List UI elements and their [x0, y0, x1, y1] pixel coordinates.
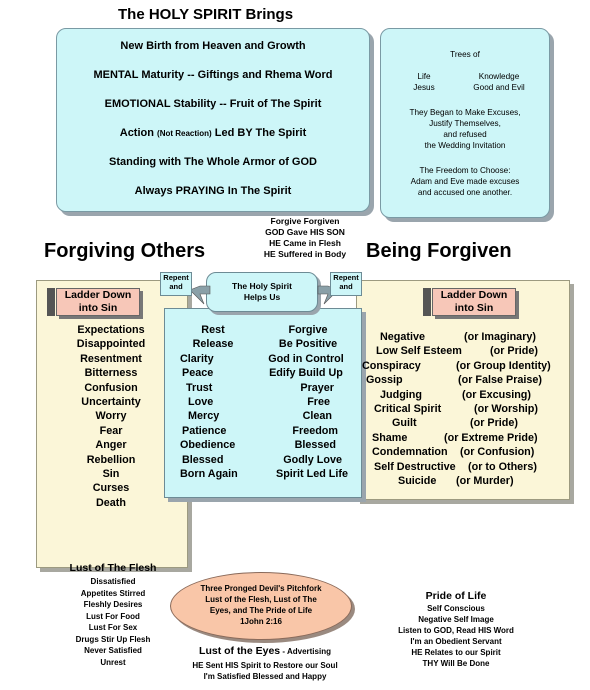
trees-excuses: They Began to Make Excuses, [409, 108, 521, 117]
sin-right-item: Critical Spirit [374, 403, 442, 415]
helps-left-item: Rest [201, 324, 225, 336]
sin-right-item: Shame [372, 431, 408, 444]
sin-right-item: Low Self Esteem [376, 345, 462, 358]
trees-title: Trees of [450, 50, 480, 59]
pitchfork-line: Eyes, and The Pride of Life [209, 606, 313, 615]
helps-right-item: Spirit Led Life [276, 468, 348, 480]
lust-eyes-title: Lust of the Eyes [199, 645, 281, 657]
sin-item: Sin [102, 468, 120, 480]
pitchfork-line: Lust of the Flesh, Lust of The [205, 595, 317, 604]
trees-life: Life [417, 72, 431, 81]
arrows-graphic [180, 272, 410, 312]
repent-text: Repent [163, 273, 189, 282]
helps-left-item: Peace [182, 367, 214, 380]
sin-item: Fear [99, 424, 123, 437]
sin-item: Uncertainty [81, 396, 141, 408]
pride-of-life [376, 590, 536, 680]
pride-life-item: Self Conscious [427, 604, 485, 613]
sin-right-item: Self Destructive [374, 460, 456, 473]
ladder-text: Ladder Down [64, 289, 132, 301]
sin-right-item: Suicide [398, 475, 437, 487]
sin-right-item: Guilt [392, 417, 417, 430]
helps-right-item: Forgive [288, 324, 328, 336]
lust-flesh-item: Drugs Stir Up Flesh [75, 634, 151, 644]
helps-left-item: Born Again [180, 468, 238, 480]
helps-left-item: Mercy [188, 410, 220, 423]
page-title: The HOLY SPIRIT Brings [118, 6, 294, 23]
forgive-line: HE Suffered in Body [263, 249, 347, 259]
ladder-bar [47, 288, 55, 316]
sin-list-right [362, 331, 562, 491]
pitchfork-ellipse [170, 572, 352, 640]
helps-right-item: God in Control [268, 352, 344, 365]
sin-item: Anger [95, 439, 127, 452]
ladder-text: into Sin [454, 302, 494, 314]
sin-item: Resentment [80, 352, 142, 365]
lust-eyes-subtitle: - Advertising [280, 647, 331, 656]
helps-left-item: Blessed [182, 453, 224, 466]
helps-bubble-line: The Holy Spirit [232, 281, 292, 291]
repent-text: and [169, 282, 183, 291]
lust-flesh-title: Lust of The Flesh [69, 562, 157, 574]
forgive-center-text [230, 216, 380, 266]
lust-flesh-item: Fleshly Desires [83, 600, 143, 609]
lust-eyes-item: I'm Satisfied Blessed and Happy [203, 672, 327, 681]
trees-excuses: Justify Themselves, [429, 119, 501, 128]
helps-right-item: Free [307, 396, 330, 408]
ladder-label-right [432, 288, 516, 316]
heading-forgiving-others: Forgiving Others [44, 240, 206, 262]
sin-right-qualifier: (or Imaginary) [464, 331, 536, 343]
pitchfork-text [171, 573, 351, 639]
helps-right-item: Freedom [292, 424, 338, 437]
sin-right-qualifier: (or to Others) [468, 460, 537, 473]
repent-left [160, 272, 192, 296]
sin-item: Curses [92, 482, 130, 495]
lust-flesh-item: Never Satisfied [84, 646, 142, 655]
forgive-line: Forgive Forgiven [270, 216, 340, 226]
sin-right-item: Judging [380, 388, 422, 401]
repent-text: Repent [333, 273, 359, 282]
trees-freedom: and accused one another. [417, 188, 513, 197]
sin-right-qualifier: (or Worship) [474, 403, 538, 415]
helps-right-item: Clean [302, 410, 332, 423]
lust-flesh-item: Lust For Sex [88, 623, 138, 632]
sin-right-qualifier: (or Pride) [470, 417, 518, 430]
brings-item-action: Action (Not Reaction) Led BY The Spirit [119, 127, 307, 139]
sin-right-qualifier: (or Group Identity) [456, 359, 551, 372]
pride-life-item: Negative Self Image [418, 615, 494, 624]
sin-right-qualifier: (or Confusion) [460, 446, 535, 459]
ladder-text: Ladder Down [440, 289, 508, 301]
sin-right-item: Condemnation [372, 446, 448, 459]
trees-jesus: Jesus [413, 83, 435, 92]
trees-box [380, 28, 550, 218]
ladder-bar [423, 288, 431, 316]
helps-left-item: Clarity [180, 352, 214, 365]
sin-item: Confusion [84, 381, 138, 394]
brings-item: EMOTIONAL Stability -- Fruit of The Spirit [104, 98, 322, 110]
sin-right-item: Negative [380, 331, 426, 343]
helps-left-item: Love [188, 396, 214, 408]
helps-right-item: Godly Love [283, 453, 342, 466]
sin-right-qualifier: (or Murder) [456, 475, 514, 487]
helps-left-item: Obedience [180, 439, 236, 452]
pitchfork-line: 1John 2:16 [240, 617, 282, 626]
helps-right-item: Be Positive [278, 338, 338, 351]
trees-excuses: and refused [443, 130, 487, 139]
pride-life-item: Listen to GOD, Read HIS Word [398, 626, 514, 635]
lust-flesh-item: Dissatisfied [90, 577, 136, 586]
pride-life-title: Pride of Life [425, 590, 487, 602]
lust-of-eyes [170, 645, 360, 687]
trees-freedom: The Freedom to Choose: [419, 166, 511, 175]
holy-spirit-brings-box [56, 28, 370, 212]
forgive-line: GOD Gave HIS SON [265, 227, 345, 237]
helps-bubble-line: Helps Us [243, 292, 281, 302]
lust-eyes-heading [170, 645, 360, 657]
arrow-left-icon [190, 286, 210, 304]
brings-item: New Birth from Heaven and Growth [120, 40, 306, 52]
brings-item: Standing with The Whole Armor of GOD [109, 156, 317, 168]
sin-item: Rebellion [86, 453, 136, 466]
lust-flesh-item: Lust For Food [86, 611, 140, 621]
sin-right-item: Gossip [366, 374, 403, 387]
trees-freedom: Adam and Eve made excuses [410, 177, 520, 186]
ladder-label-left [56, 288, 140, 316]
helps-left-item: Patience [182, 424, 227, 437]
helps-left-item: Release [192, 338, 234, 351]
helps-left-item: Trust [186, 381, 213, 394]
sin-right-qualifier: (or Excusing) [462, 388, 531, 401]
pride-life-item: HE Relates to our Spirit [411, 648, 501, 657]
trees-knowledge: Knowledge [478, 72, 520, 81]
helps-right-item: Edify Build Up [269, 367, 343, 380]
sin-right-qualifier: (or Extreme Pride) [444, 431, 538, 444]
ladder-text: into Sin [78, 302, 118, 314]
brings-item: MENTAL Maturity -- Giftings and Rhema Word [93, 69, 333, 81]
repent-text: and [339, 282, 353, 291]
forgive-line: HE Came in Flesh [269, 238, 341, 248]
sin-item: Bitterness [84, 367, 138, 380]
trees-excuses: the Wedding Invitation [424, 141, 506, 150]
sin-item: Death [96, 496, 126, 509]
helps-right-item: Prayer [300, 381, 334, 394]
pitchfork-line: Three Pronged Devil's Pitchfork [200, 584, 322, 593]
sin-item: Disappointed [76, 338, 146, 351]
sin-right-qualifier: (or Pride) [490, 345, 538, 358]
sin-right-item: Conspiracy [362, 359, 421, 372]
sin-right-qualifier: (or False Praise) [458, 374, 543, 387]
pride-life-item: I'm an Obedient Servant [410, 637, 502, 646]
helps-right-item: Blessed [294, 439, 336, 452]
heading-being-forgiven: Being Forgiven [366, 240, 512, 262]
helps-lists [164, 324, 360, 494]
lust-flesh-item: Unrest [100, 657, 126, 667]
lust-of-flesh [48, 562, 178, 672]
pride-life-item: THY Will Be Done [422, 659, 490, 668]
lust-flesh-item: Appetites Stirred [80, 588, 146, 598]
trees-good-evil: Good and Evil [473, 83, 525, 92]
brings-item: Always PRAYING In The Spirit [134, 185, 292, 197]
repent-right [330, 272, 362, 296]
sin-item: Worry [95, 410, 127, 423]
sin-item: Expectations [77, 324, 145, 336]
lust-eyes-item: HE Sent HIS Spirit to Restore our Soul [192, 661, 338, 670]
